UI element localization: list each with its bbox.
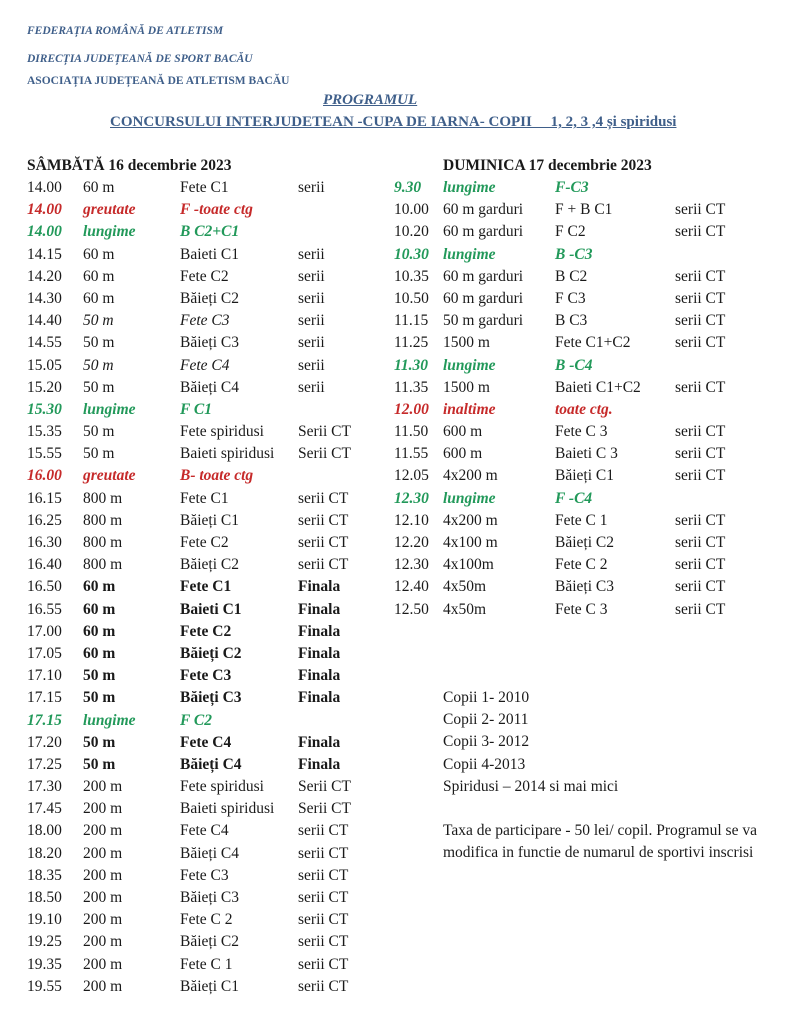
event-cell: 50 m: [83, 445, 115, 463]
time-cell: 10.50: [394, 289, 429, 307]
schedule-row: [394, 288, 774, 310]
age-group-item: Copii 1- 2010: [443, 689, 530, 706]
note-cell: serii CT: [298, 489, 349, 507]
note-cell: serii CT: [298, 822, 349, 840]
event-cell: lungime: [443, 245, 496, 263]
event-cell: 50 m garduri: [443, 312, 524, 330]
time-cell: 12.30: [394, 489, 429, 507]
schedule-row: [394, 465, 774, 487]
time-cell: 17.30: [27, 778, 62, 796]
event-cell: 50 m: [83, 334, 115, 352]
note-cell: Finala: [298, 689, 341, 707]
schedule-row: [27, 909, 387, 931]
event-cell: 60 m garduri: [443, 223, 524, 241]
event-cell: 4x200 m: [443, 511, 498, 529]
event-cell: 1500 m: [443, 378, 490, 396]
schedule-row: [27, 177, 387, 199]
schedule-row: [27, 244, 387, 266]
note-cell: Finala: [298, 644, 341, 662]
sunday-rows: [394, 177, 774, 621]
time-cell: 12.30: [394, 556, 429, 574]
schedule-row: [27, 554, 387, 576]
category-cell: B -C4: [555, 356, 593, 374]
time-cell: 14.00: [27, 179, 62, 196]
category-cell: Băieți C4: [180, 755, 242, 773]
category-cell: Băieți C4: [180, 844, 239, 862]
schedule-row: [27, 266, 387, 288]
event-cell: 600 m: [443, 423, 483, 441]
schedule-row: [27, 954, 387, 976]
schedule-row: [394, 554, 774, 576]
note-cell: serii CT: [675, 600, 726, 618]
time-cell: 15.55: [27, 445, 62, 463]
event-cell: 60 m: [83, 578, 116, 596]
note-cell: serii CT: [675, 578, 726, 596]
schedule-row: [27, 221, 387, 243]
category-cell: Baieti spiridusi: [180, 445, 275, 463]
category-cell: B C3: [555, 312, 588, 330]
schedule-row: [394, 199, 774, 221]
schedule-row: [27, 399, 387, 421]
category-cell: Băieți C4: [180, 378, 239, 396]
note-cell: serii CT: [298, 933, 349, 951]
schedule-row: [27, 776, 387, 798]
event-cell: 60 m: [83, 267, 115, 285]
time-cell: 18.35: [27, 866, 62, 884]
time-cell: 19.55: [27, 977, 62, 995]
category-cell: Băieți C2: [180, 556, 239, 574]
time-cell: 11.30: [394, 356, 429, 374]
time-cell: 16.30: [27, 534, 62, 551]
event-cell: 200 m: [83, 844, 123, 862]
time-cell: 18.20: [27, 844, 62, 862]
note-cell: Serii CT: [298, 778, 351, 796]
note-cell: Serii CT: [298, 423, 351, 441]
event-cell: 60 m garduri: [443, 289, 524, 307]
schedule-row: [27, 288, 387, 310]
category-cell: Fete C3: [180, 866, 229, 884]
event-cell: 50 m: [83, 312, 114, 330]
category-cell: Fete C 2: [555, 556, 608, 574]
schedule-row: [394, 576, 774, 598]
event-cell: 60 m: [83, 600, 116, 618]
event-cell: 50 m: [83, 356, 114, 374]
event-cell: 200 m: [83, 822, 123, 840]
schedule-row: [394, 266, 774, 288]
participation-fee-note: Taxa de participare - 50 lei/ copil. Programul se va modifica in functie de numarul de sportivi inscrisi: [443, 822, 757, 861]
time-cell: 12.20: [394, 534, 429, 551]
note-cell: serii: [298, 334, 325, 352]
note-cell: Finala: [298, 622, 341, 640]
time-cell: 14.15: [27, 245, 62, 263]
note-cell: serii: [298, 312, 325, 330]
time-cell: 15.30: [27, 400, 62, 418]
schedule-row: [27, 199, 387, 221]
note-cell: serii CT: [675, 534, 726, 551]
note-cell: serii CT: [298, 556, 349, 574]
schedule-row: [394, 599, 774, 621]
age-groups-list: [443, 687, 618, 798]
time-cell: 17.15: [27, 689, 62, 707]
time-cell: 17.05: [27, 644, 62, 662]
category-cell: Baieti C1+C2: [555, 378, 641, 396]
category-cell: Fete C1: [180, 179, 229, 196]
schedule-row: [27, 465, 387, 487]
note-cell: serii CT: [298, 911, 349, 929]
time-cell: 12.10: [394, 511, 429, 529]
category-cell: Baieti C1: [180, 600, 242, 618]
event-cell: 200 m: [83, 977, 123, 995]
note-cell: serii CT: [298, 955, 349, 973]
category-cell: Fete C4: [180, 822, 229, 840]
note-cell: Finala: [298, 667, 341, 685]
time-cell: 17.00: [27, 622, 62, 640]
time-cell: 11.15: [394, 312, 429, 330]
event-cell: lungime: [443, 356, 496, 374]
note-cell: serii CT: [675, 556, 726, 574]
note-cell: serii CT: [675, 334, 726, 352]
time-cell: 19.25: [27, 933, 62, 951]
note-cell: serii CT: [298, 889, 349, 906]
event-cell: 4x200 m: [443, 467, 498, 485]
schedule-row: [27, 732, 387, 754]
note-cell: Finala: [298, 733, 341, 751]
saturday-rows: [27, 177, 387, 998]
schedule-row: [27, 887, 387, 909]
category-cell: Băieți C1: [555, 467, 614, 485]
time-cell: 16.40: [27, 556, 62, 574]
event-cell: 60 m: [83, 644, 116, 662]
schedule-row: [27, 754, 387, 776]
note-cell: Serii CT: [298, 445, 351, 463]
category-cell: Baieti spiridusi: [180, 800, 275, 818]
category-cell: B -C3: [555, 245, 593, 263]
event-cell: 50 m: [83, 733, 116, 751]
time-cell: 15.35: [27, 423, 62, 441]
event-cell: 1500 m: [443, 334, 490, 352]
time-cell: 14.20: [27, 267, 62, 285]
note-cell: serii: [298, 179, 325, 196]
event-cell: lungime: [83, 400, 136, 418]
category-cell: Fete C4: [180, 733, 232, 751]
time-cell: 17.15: [27, 711, 62, 729]
event-cell: 60 m: [83, 289, 115, 307]
schedule-row: [394, 443, 774, 465]
category-cell: Fete C 1: [180, 955, 233, 973]
time-cell: 14.00: [27, 223, 62, 241]
note-cell: serii: [298, 356, 325, 374]
note-cell: serii CT: [298, 866, 349, 884]
schedule-row: [394, 488, 774, 510]
schedule-row: [394, 532, 774, 554]
category-cell: Fete C 3: [555, 600, 608, 618]
category-cell: Băieți C2: [555, 534, 614, 551]
event-cell: 50 m: [83, 755, 116, 773]
note-cell: serii CT: [675, 511, 726, 529]
schedule-row: [27, 798, 387, 820]
time-cell: 14.40: [27, 312, 62, 330]
age-group-item: Copii 4-2013: [443, 755, 526, 773]
note-cell: serii CT: [298, 844, 349, 862]
time-cell: 14.30: [27, 289, 62, 307]
note-cell: serii CT: [675, 201, 726, 219]
schedule-row: [394, 510, 774, 532]
category-cell: Băieți C2: [180, 933, 239, 951]
time-cell: 10.00: [394, 201, 429, 219]
schedule-row: [27, 443, 387, 465]
category-cell: Fete C 2: [180, 911, 233, 929]
event-cell: 800 m: [83, 489, 123, 507]
category-cell: Fete C2: [180, 534, 229, 551]
schedule-row: [27, 687, 387, 709]
category-cell: F C1: [180, 400, 213, 418]
event-cell: 800 m: [83, 534, 123, 551]
schedule-row: [394, 377, 774, 399]
schedule-row: [27, 599, 387, 621]
note-cell: serii CT: [298, 977, 349, 995]
time-cell: 12.00: [394, 400, 429, 418]
event-cell: 200 m: [83, 866, 123, 884]
note-cell: serii CT: [675, 312, 726, 330]
note-cell: serii: [298, 245, 325, 263]
category-cell: F -toate ctg: [180, 201, 253, 219]
category-cell: Baieti C1: [180, 245, 239, 263]
category-cell: B C2+C1: [180, 223, 240, 241]
time-cell: 12.05: [394, 467, 429, 485]
category-cell: toate ctg.: [555, 400, 613, 418]
time-cell: 9.30: [394, 179, 422, 196]
event-cell: 800 m: [83, 556, 123, 574]
category-cell: Băieți C3: [555, 578, 614, 596]
note-cell: serii CT: [675, 223, 726, 241]
age-group-item: Spiridusi – 2014 si mai mici: [443, 777, 619, 795]
schedule-row: [27, 710, 387, 732]
category-cell: Fete C2: [180, 622, 232, 640]
event-cell: greutate: [83, 201, 136, 219]
program-title: PROGRAMUL: [323, 92, 418, 108]
time-cell: 17.25: [27, 755, 62, 773]
sport-directorate-name: DIRECȚIA JUDEȚEANĂ DE SPORT BACĂU: [27, 53, 253, 65]
schedule-row: [27, 421, 387, 443]
event-cell: 60 m: [83, 179, 115, 196]
schedule-row: [27, 665, 387, 687]
time-cell: 18.00: [27, 822, 62, 840]
sunday-schedule: [394, 155, 774, 621]
age-group-item: Copii 3- 2012: [443, 733, 530, 751]
schedule-row: [394, 332, 774, 354]
event-cell: 200 m: [83, 778, 123, 796]
category-cell: Fete C3: [180, 312, 230, 330]
note-cell: serii CT: [675, 289, 726, 307]
note-cell: serii CT: [298, 511, 349, 529]
category-cell: Băieți C3: [180, 889, 239, 906]
category-cell: Băieți C2: [180, 289, 239, 307]
event-cell: 200 m: [83, 800, 123, 818]
time-cell: 17.45: [27, 800, 62, 818]
time-cell: 14.55: [27, 334, 62, 352]
note-cell: serii: [298, 289, 325, 307]
event-cell: 600 m: [443, 445, 483, 463]
schedule-row: [394, 310, 774, 332]
time-cell: 14.00: [27, 201, 62, 219]
note-cell: serii CT: [675, 423, 726, 441]
event-cell: 50 m: [83, 667, 116, 685]
schedule-row: [394, 355, 774, 377]
note-cell: Finala: [298, 600, 341, 618]
category-cell: Fete C4: [180, 356, 230, 374]
event-cell: 4x100 m: [443, 534, 498, 551]
time-cell: 18.50: [27, 889, 62, 906]
event-cell: 4x50m: [443, 600, 487, 618]
time-cell: 16.50: [27, 578, 62, 596]
time-cell: 16.55: [27, 600, 62, 618]
note-cell: serii CT: [298, 534, 349, 551]
time-cell: 11.55: [394, 445, 429, 463]
time-cell: 11.35: [394, 378, 429, 396]
schedule-row: [27, 377, 387, 399]
note-cell: serii: [298, 267, 325, 285]
time-cell: 15.20: [27, 378, 62, 396]
time-cell: 17.10: [27, 667, 62, 685]
schedule-row: [27, 643, 387, 665]
category-cell: Băieți C1: [180, 977, 239, 995]
schedule-row: [394, 221, 774, 243]
schedule-row: [27, 532, 387, 554]
schedule-row: [394, 177, 774, 199]
event-cell: greutate: [83, 467, 136, 485]
event-cell: 60 m garduri: [443, 201, 524, 219]
time-cell: 12.50: [394, 600, 429, 618]
category-cell: Fete spiridusi: [180, 423, 264, 441]
category-cell: F C3: [555, 289, 586, 307]
category-cell: Fete spiridusi: [180, 778, 264, 796]
event-cell: 60 m garduri: [443, 267, 524, 285]
note-cell: serii CT: [675, 467, 726, 485]
schedule-row: [27, 820, 387, 842]
note-cell: serii: [298, 378, 325, 396]
schedule-row: [394, 399, 774, 421]
category-cell: F-C3: [555, 179, 589, 196]
event-cell: 4x50m: [443, 578, 487, 596]
category-cell: Fete C1+C2: [555, 334, 631, 352]
schedule-row: [27, 332, 387, 354]
category-cell: Băieți C2: [180, 644, 242, 662]
event-cell: lungime: [83, 223, 136, 241]
category-cell: F -C4: [555, 489, 593, 507]
event-cell: lungime: [443, 489, 496, 507]
note-cell: serii CT: [675, 445, 726, 463]
event-cell: 4x100m: [443, 556, 494, 574]
schedule-row: [27, 865, 387, 887]
time-cell: 11.50: [394, 423, 429, 441]
note-cell: Finala: [298, 578, 341, 596]
schedule-row: [27, 355, 387, 377]
event-cell: 200 m: [83, 889, 123, 906]
schedule-row: [27, 621, 387, 643]
note-cell: Serii CT: [298, 800, 351, 818]
schedule-row: [27, 976, 387, 998]
schedule-row: [27, 488, 387, 510]
category-cell: Baieti C 3: [555, 445, 618, 463]
category-cell: Băieți C1: [180, 511, 239, 529]
time-cell: 19.10: [27, 911, 62, 929]
time-cell: 16.00: [27, 467, 62, 485]
time-cell: 17.20: [27, 733, 62, 751]
category-cell: Băieți C3: [180, 689, 242, 707]
category-cell: Fete C3: [180, 667, 232, 685]
category-cell: Fete C1: [180, 489, 229, 507]
time-cell: 10.20: [394, 223, 429, 241]
sunday-day-heading: DUMINICA 17 decembrie 2023: [443, 157, 652, 174]
age-group-item: Copii 2- 2011: [443, 711, 529, 729]
event-cell: 200 m: [83, 955, 123, 973]
time-cell: 12.40: [394, 578, 429, 596]
event-cell: 200 m: [83, 933, 123, 951]
category-cell: Fete C1: [180, 578, 232, 596]
time-cell: 11.25: [394, 334, 429, 352]
event-cell: 50 m: [83, 378, 115, 396]
note-cell: Finala: [298, 755, 341, 773]
schedule-row: [394, 421, 774, 443]
category-cell: B C2: [555, 267, 588, 285]
saturday-schedule: [27, 155, 387, 998]
schedule-row: [27, 510, 387, 532]
event-cell: 60 m: [83, 245, 115, 263]
event-cell: 50 m: [83, 689, 116, 707]
note-cell: serii CT: [675, 267, 726, 285]
event-cell: 60 m: [83, 622, 116, 640]
time-cell: 16.25: [27, 511, 62, 529]
athletics-association-name: ASOCIAȚIA JUDEȚEANĂ DE ATLETISM BACĂU: [27, 75, 290, 87]
event-cell: 800 m: [83, 511, 123, 529]
category-cell: F C2: [555, 223, 586, 241]
event-cell: lungime: [443, 179, 496, 196]
schedule-row: [27, 310, 387, 332]
category-cell: F C2: [180, 711, 213, 729]
event-cell: 200 m: [83, 911, 123, 929]
category-cell: Fete C 1: [555, 511, 608, 529]
time-cell: 15.05: [27, 356, 62, 374]
federation-name: FEDERAȚIA ROMÂNĂ DE ATLETISM: [27, 25, 224, 37]
schedule-row: [27, 931, 387, 953]
schedule-row: [27, 576, 387, 598]
category-cell: Fete C 3: [555, 423, 608, 441]
competition-subtitle: CONCURSULUI INTERJUDETEAN -CUPA DE IARNA- COPII 1, 2, 3 ,4 și spiridusi: [110, 114, 677, 130]
category-cell: Fete C2: [180, 267, 229, 285]
schedule-row: [394, 244, 774, 266]
schedule-row: [27, 843, 387, 865]
event-cell: 50 m: [83, 423, 115, 441]
time-cell: 10.30: [394, 245, 429, 263]
time-cell: 10.35: [394, 267, 429, 285]
event-cell: lungime: [83, 711, 136, 729]
event-cell: inaltime: [443, 400, 496, 418]
note-cell: serii CT: [675, 378, 726, 396]
category-cell: Băieți C3: [180, 334, 239, 352]
category-cell: B- toate ctg: [180, 467, 254, 485]
time-cell: 19.35: [27, 955, 62, 973]
time-cell: 16.15: [27, 489, 62, 507]
saturday-day-heading: SÂMBĂTĂ 16 decembrie 2023: [27, 157, 232, 174]
category-cell: F + B C1: [555, 201, 613, 219]
